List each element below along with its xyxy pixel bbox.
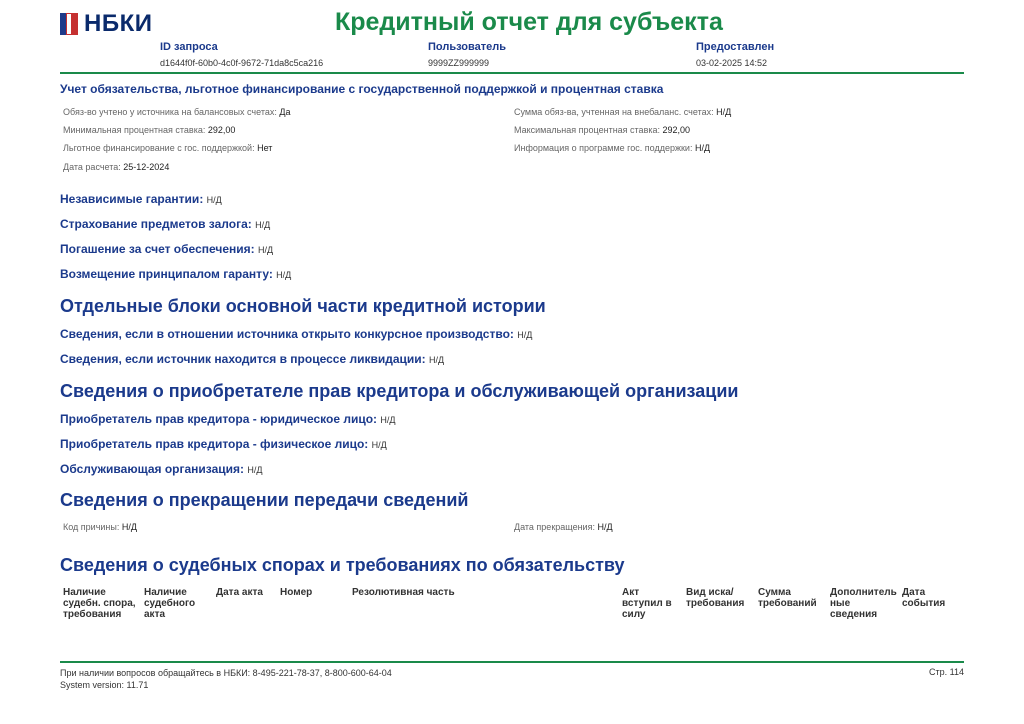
table-header-cell: Дополнитель ные сведения <box>830 587 897 620</box>
acquirer-individual-row: Приобретатель прав кредитора - физическое лицо: Н/Д <box>60 437 387 451</box>
table-header-cell: Номер <box>280 587 313 598</box>
reimbursement-row: Возмещение принципалом гаранту: Н/Д <box>60 267 292 281</box>
repayment-row: Погашение за счет обеспечения: Н/Д <box>60 242 274 256</box>
reason-code-value: Н/Д <box>121 522 137 532</box>
table-header-cell: Вид иска/ требования <box>686 587 745 609</box>
min-rate-row <box>63 125 235 135</box>
table-header-cell: Дата события <box>902 587 946 609</box>
guarantee-row: Независимые гарантии: Н/Д <box>60 192 222 206</box>
page-number: Стр. 114 <box>929 667 964 677</box>
logo-text: НБКИ <box>84 10 153 37</box>
table-header-cell: Акт вступил в силу <box>622 587 672 620</box>
acquirer-legal-row: Приобретатель прав кредитора - юридическое лицо: Н/Д <box>60 412 396 426</box>
calc-date-label: Дата расчета: <box>63 162 121 172</box>
request-id-block <box>160 41 323 68</box>
offbalance-value: Н/Д <box>716 107 732 117</box>
liquidation-row: Сведения, если источник находится в процессе ликвидации: Н/Д <box>60 352 445 366</box>
page-title: Кредитный отчет для субъекта <box>335 8 723 36</box>
request-id-label: ID запроса <box>160 41 218 53</box>
table-header-cell: Сумма требований <box>758 587 817 609</box>
bankruptcy-row: Сведения, если в отношении источника открыто конкурсное производство: Н/Д <box>60 327 533 341</box>
termination-date-value: Н/Д <box>597 522 613 532</box>
insurance-row: Страхование предметов залога: Н/Д <box>60 217 271 231</box>
header-divider <box>60 72 964 74</box>
termination-date-label: Дата прекращения: <box>514 522 595 532</box>
calc-date-value: 25-12-2024 <box>123 162 170 172</box>
provided-block <box>696 41 774 68</box>
provided-label: Предоставлен <box>696 41 775 53</box>
separate-blocks-heading: Отдельные блоки основной части кредитной истории <box>60 296 546 316</box>
preferential-value: Нет <box>257 143 273 153</box>
table-header-cell: Наличие судебного акта <box>144 587 196 620</box>
footer <box>60 667 392 691</box>
nbki-logo <box>60 10 152 38</box>
program-row <box>514 143 710 153</box>
balance-row <box>63 107 290 117</box>
program-label: Информация о программе гос. поддержки: <box>514 143 693 153</box>
footer-version: System version: 11.71 <box>60 680 149 690</box>
footer-contact: При наличии вопросов обращайтесь в НБКИ: 8-495-221-78-37, 8-800-600-64-04 <box>60 668 392 678</box>
max-rate-row <box>514 125 690 135</box>
user-value: 9999ZZ999999 <box>428 58 490 68</box>
balance-label: Обяз-во учтено у источника на балансовых счетах: <box>63 107 277 117</box>
balance-value: Да <box>279 107 291 117</box>
servicing-org-row: Обслуживающая организация: Н/Д <box>60 462 263 476</box>
user-block <box>428 41 506 68</box>
max-rate-value: 292,00 <box>662 125 691 135</box>
program-value: Н/Д <box>694 143 711 153</box>
provided-value: 03-02-2025 14:52 <box>696 58 768 68</box>
table-header-cell: Дата акта <box>216 587 263 598</box>
report-header <box>60 8 964 74</box>
preferential-label: Льготное финансирование с гос. поддержкой: <box>63 143 255 153</box>
offbalance-row <box>514 107 731 117</box>
disputes-heading: Сведения о судебных спорах и требованиях по обязательству <box>60 555 625 575</box>
table-header-cell: Резолютивная часть <box>352 587 455 598</box>
termination-date-row <box>514 522 613 532</box>
termination-heading: Сведения о прекращении передачи сведений <box>60 490 469 510</box>
max-rate-label: Максимальная процентная ставка: <box>514 125 660 135</box>
reason-code-label: Код причины: <box>63 522 120 532</box>
min-rate-value: 292,00 <box>207 125 236 135</box>
acquirer-heading: Сведения о приобретателе прав кредитора и обслуживающей организации <box>60 381 739 401</box>
footer-divider <box>60 661 964 663</box>
nbki-logo-icon <box>60 13 78 35</box>
request-id-value: d1644f0f-60b0-4c0f-9672-71da8c5ca216 <box>160 58 324 68</box>
offbalance-label: Сумма обяз-ва, учтенная на внебаланс. счетах: <box>514 107 714 117</box>
reason-code-row <box>63 522 137 532</box>
preferential-row <box>63 143 272 153</box>
table-header-cell: Наличие судебн. спора, требования <box>63 587 136 620</box>
user-label: Пользователь <box>428 41 507 53</box>
calc-date-row <box>63 162 169 172</box>
obligation-heading: Учет обязательства, льготное финансирование с государственной поддержкой и процентная ставка <box>60 82 664 96</box>
min-rate-label: Минимальная процентная ставка: <box>63 125 206 135</box>
